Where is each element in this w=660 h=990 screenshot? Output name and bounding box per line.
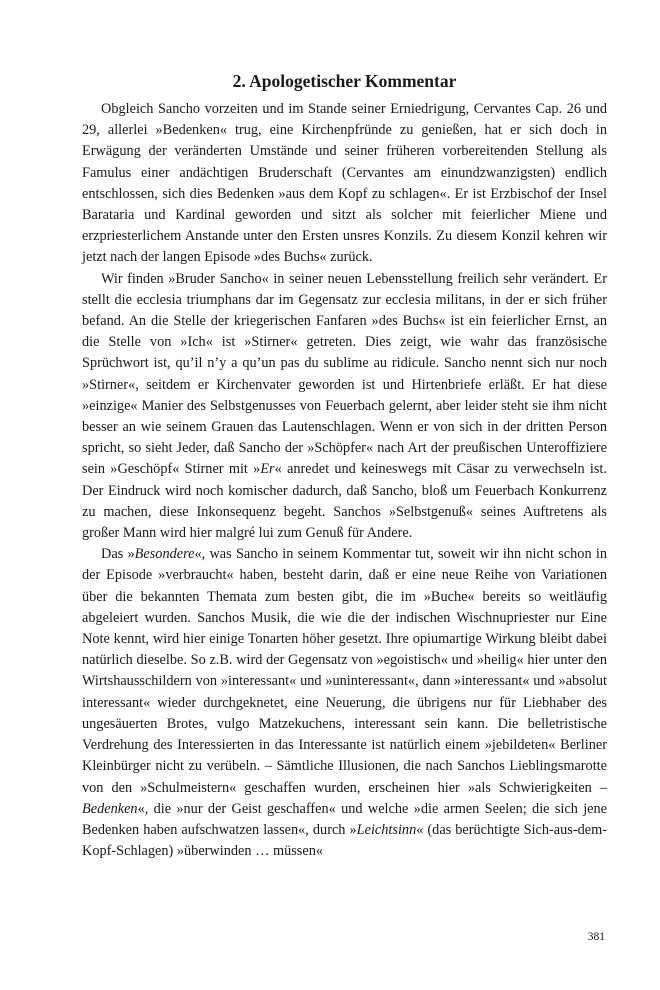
paragraph: [82, 269, 607, 545]
italic-run: Bedenken: [82, 800, 138, 817]
text-run: Wir finden »Bruder Sancho« in seiner neuen Lebensstellung freilich sehr verändert. Er stellt die ecclesia triumphans dar im Gegensatz zur ecclesia militans, in der er sich früher befand. An die Stelle der kriegerischen Fanfaren »des Buchs« ist ein feierlicher Ernst, an die Stelle von »Ich« ist »Stirner« getreten. Dies zeigt, wie wahr das französische Sprüchwort ist, qu’il n’y a qu’un pas du sublime au ridicule. Sancho nennt sich nur noch »Stirner«, seitdem er Kirchenvater geworden ist und Hirtenbriefe erläßt. Er hat diese »einzige« Manier des Selbstgenusses von Feuerbach gelernt, aber leider steht sie ihm nicht besser an wie seinem Grauen das Lautenschlagen. Wenn er von sich in der dritten Person spricht, so sieht Jeder, daß Sancho der »Schöpfer« nach Art der preußischen Unteroffiziere sein »Geschöpf« Stirner mit »: [82, 270, 607, 478]
document-page: [82, 68, 607, 862]
section-heading: 2. Apologetischer Kommentar: [232, 71, 457, 91]
paragraph: [82, 544, 607, 862]
text-run: Das »: [101, 546, 135, 563]
italic-run: Leichtsinn: [356, 821, 417, 838]
text-run: « (das berüchtigte Sich-aus-dem-Kopf-Schlagen) »überwinden … müssen«: [82, 821, 607, 860]
italic-run: Er: [260, 461, 275, 478]
text-run: «, die »nur der Geist geschaffen« und welche »die armen Seelen; die sich jene Bedenken haben aufschwatzen lassen«, durch »: [82, 800, 607, 838]
paragraph: [82, 99, 607, 269]
text-run: «, was Sancho in seinem Kommentar tut, soweit wir ihn nicht schon in der Episode »verbraucht« haben, besteht darin, daß er eine neue Reihe von Variationen über die bekannten Themata zum besten gibt, die im »Buche« bereits so weitläufig abgeleiert wurden. Sanchos Musik, die wie die der indischen Wischnupriester nur Eine Note kennt, wird hier einige Tonarten höher gesetzt. Ihre opiumartige Wirkung bleibt dabei natürlich dieselbe. So z.B. wird der Gegensatz von »egoistisch« und »heilig« hier unter den Wirtshausschildern von »interessant« und »uninteressant«, dann »interessant« und »absolut interessant« wieder durchgeknetet, eine Neuerung, die übrigens nur für Liebhaber des ungesäuerten Brotes, vulgo Matzekuchens, interessant sein kann. Die belletristische Verdrehung des Interessierten in das Interessante ist natürlich einem »jebildeten« Berliner Kleinbürger nicht zu verübeln. – Sämtliche Illusionen, die nach Sanchos Lieblingsmarotte von den »Schulmeistern« geschaffen wurden, erscheinen hier »als Schwierigkeiten –: [82, 546, 607, 796]
page-number: 381: [587, 931, 605, 943]
text-run: « anredet und keineswegs mit Cäsar zu verwechseln ist. Der Eindruck wird noch komischer dadurch, daß Sancho, bloß um Feuerbach Konkurrenz zu machen, diese Inkonsequenz begeht. Sanchos »Selbstgenuß« seines Auftretens als großer Mann wird hier malgré lui zum Genuß für Andere.: [82, 461, 607, 542]
body-text: [82, 99, 607, 862]
italic-run: Besondere: [134, 546, 195, 563]
text-run: Obgleich Sancho vorzeiten und im Stande seiner Erniedrigung, Cervantes Cap. 26 und 29, allerlei »Bedenken« trug, eine Kirchenpfründe zu genießen, hat er sich doch in Erwägung der veränderten Umstände und seiner früheren vorbereitenden Stellung als Famulus einer andächtigen Bruderschaft (Cervantes am einundzwanzigsten) endlich entschlossen, sich dies Bedenken »aus dem Kopf zu schlagen«. Er ist Erzbischof der Insel Barataria und Kardinal geworden und sitzt als solcher mit feierlicher Miene und erzpriesterlichem Anstande unter den Ersten unsres Konzils. Zu diesem Konzil kehren wir jetzt nach der langen Episode »des Buchs« zurück.: [82, 101, 607, 266]
